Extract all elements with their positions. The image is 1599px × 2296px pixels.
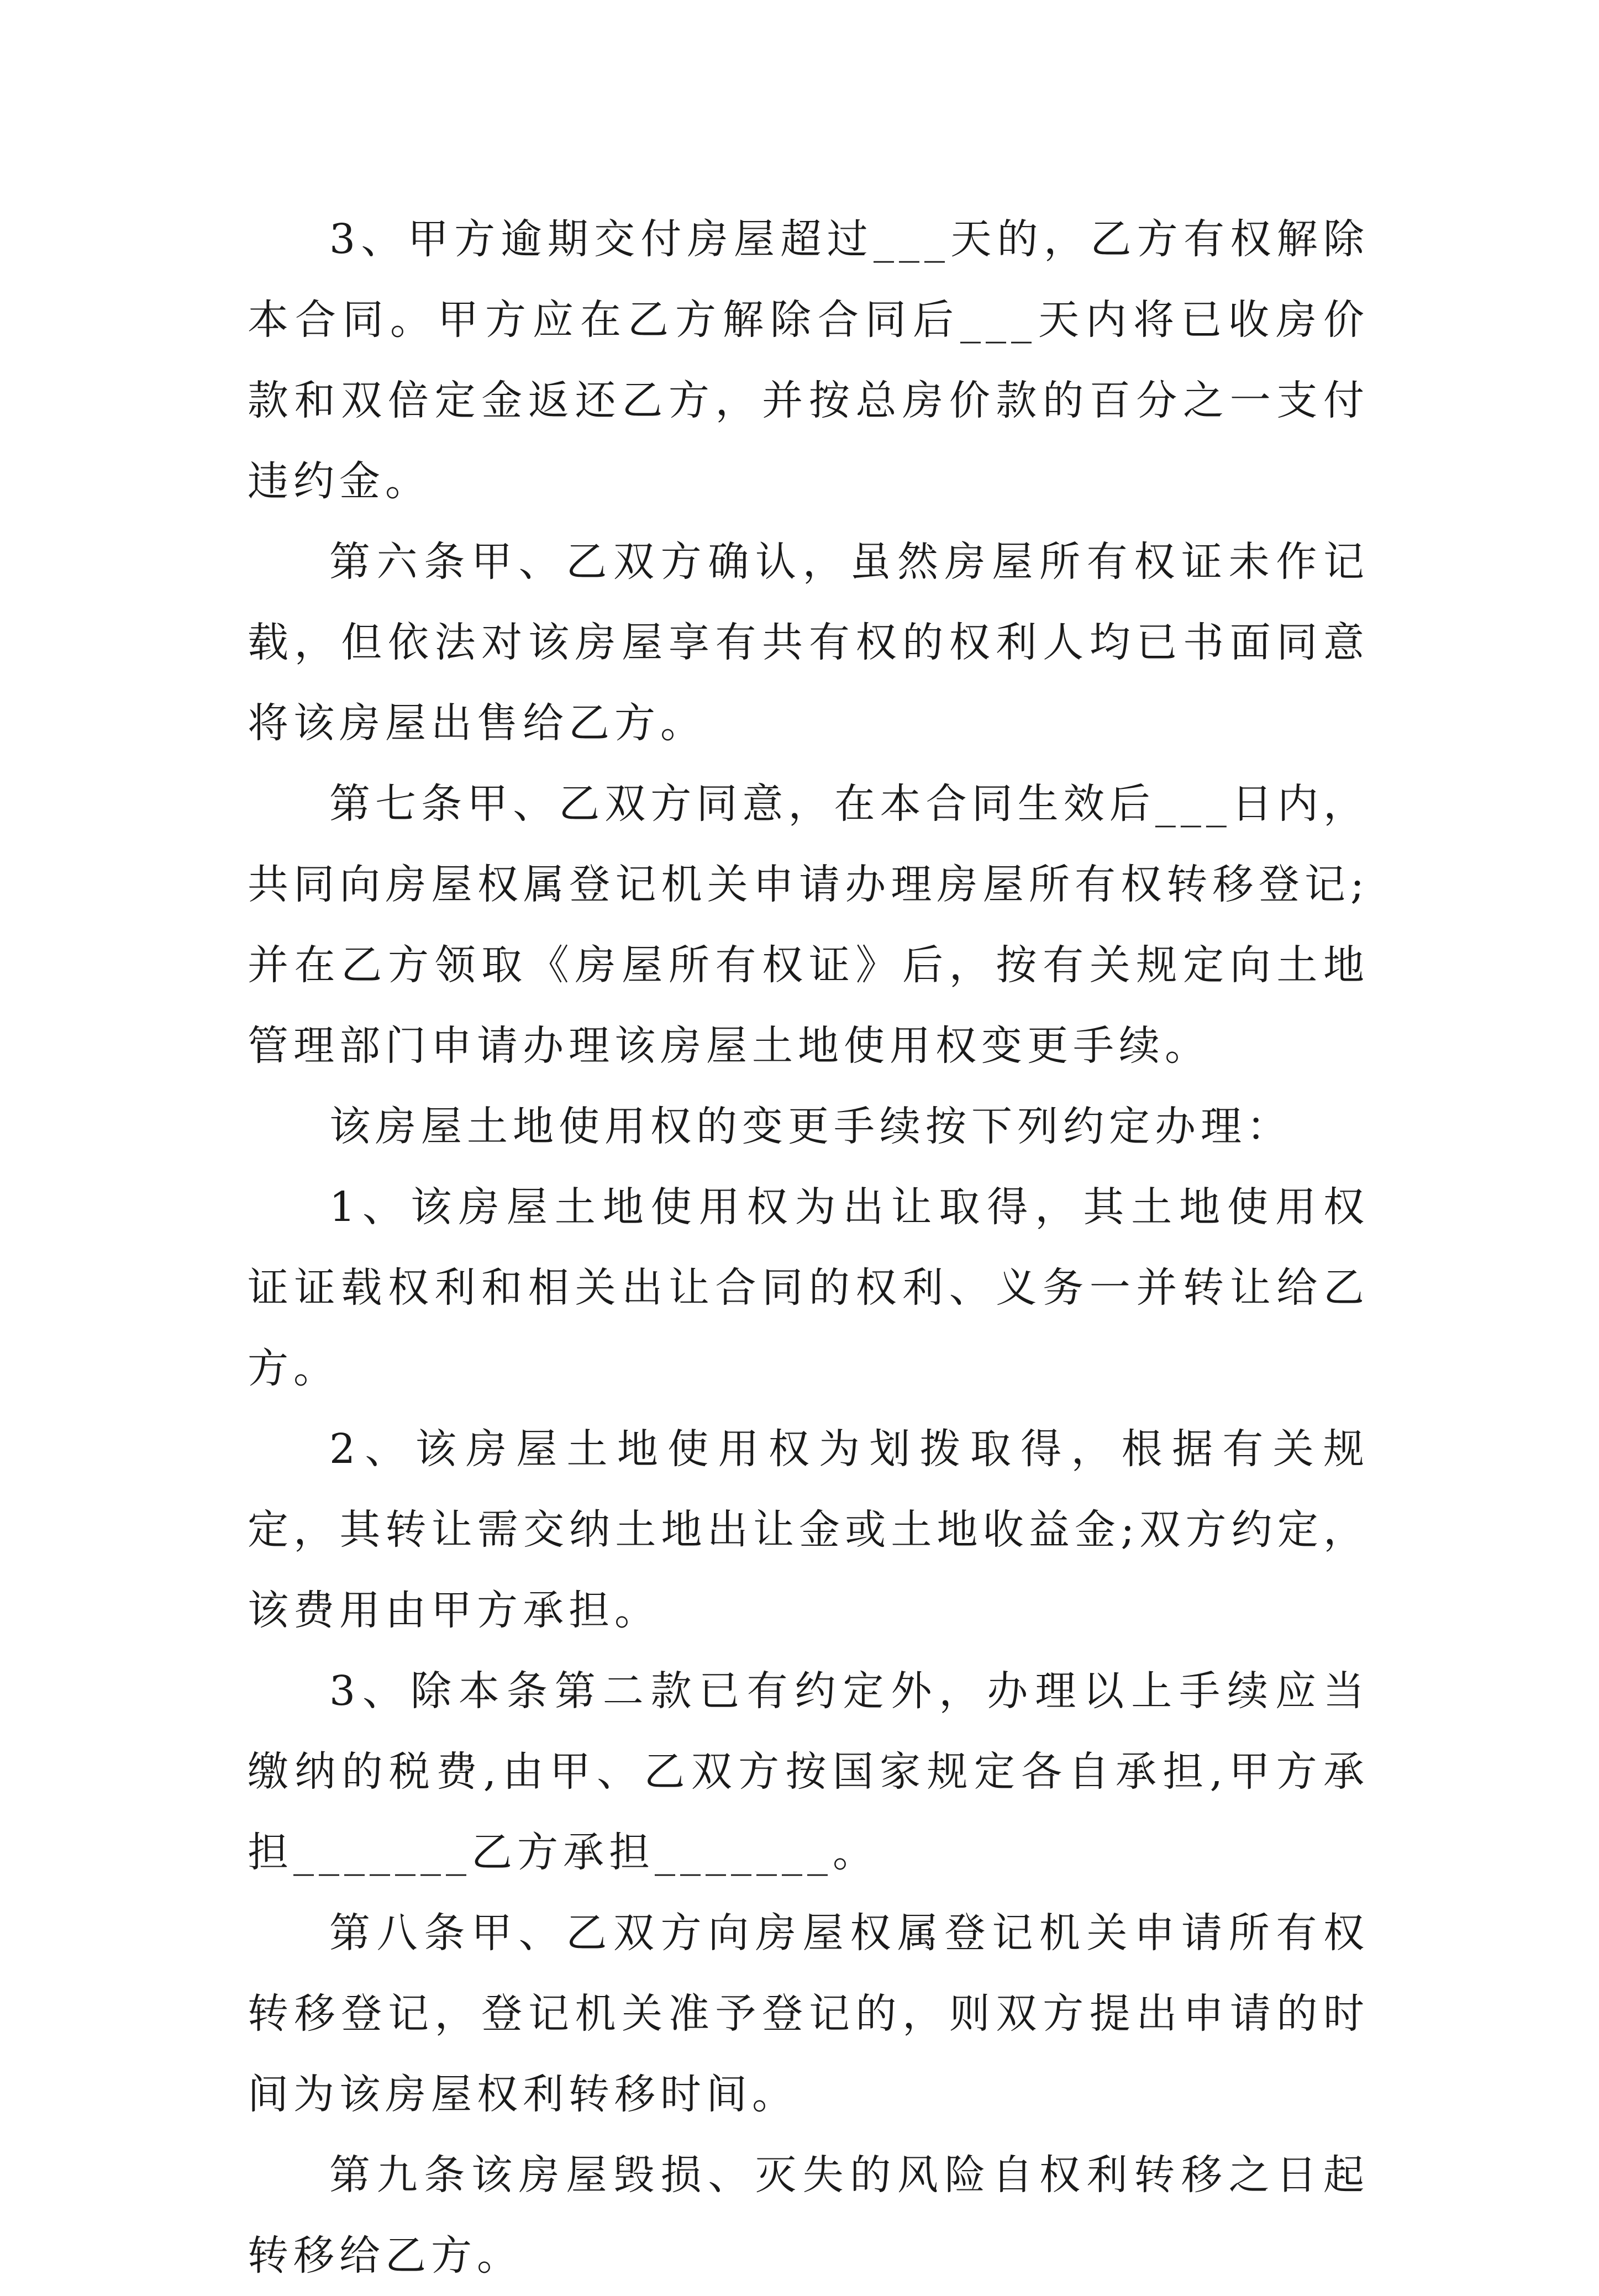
paragraph-land-use-intro: 该房屋土地使用权的变更手续按下列约定办理： — [329, 1103, 1292, 1150]
document-body — [248, 199, 1369, 2296]
paragraph-delivery-overdue: 3、甲方逾期交付房屋超过___天的，乙方有权解除本合同。甲方应在乙方解除合同后___天内将已收房价款和双倍定金返还乙方，并按总房价款的百分之一支付违约金。 — [248, 215, 1369, 505]
paragraph-article-9: 第九条该房屋毁损、灭失的风险自权利转移之日起转移给乙方。 — [248, 2151, 1369, 2279]
paragraph-land-use-item-2: 2、该房屋土地使用权为划拨取得，根据有关规定，其转让需交纳土地出让金或土地收益金;双方约定，该费用由甲方承担。 — [248, 1425, 1369, 1634]
paragraph-land-use-item-1: 1、该房屋土地使用权为出让取得，其土地使用权证证载权利和相关出让合同的权利、义务一并转让给乙方。 — [248, 1183, 1369, 1392]
paragraph-land-use-item-3: 3、除本条第二款已有约定外，办理以上手续应当缴纳的税费,由甲、乙双方按国家规定各自承担,甲方承担_______乙方承担_______。 — [248, 1667, 1369, 1876]
paragraph-article-7: 第七条甲、乙双方同意，在本合同生效后___日内，共同向房屋权属登记机关申请办理房屋所有权转移登记;并在乙方领取《房屋所有权证》后，按有关规定向土地管理部门申请办理该房屋土地使用权变更手续。 — [248, 780, 1369, 1070]
paragraph-article-6: 第六条甲、乙双方确认，虽然房屋所有权证未作记载，但依法对该房屋享有共有权的权利人均已书面同意将该房屋出售给乙方。 — [248, 538, 1369, 747]
paragraph-article-8: 第八条甲、乙双方向房屋权属登记机关申请所有权转移登记，登记机关准予登记的，则双方提出申请的时间为该房屋权利转移时间。 — [248, 1909, 1369, 2118]
